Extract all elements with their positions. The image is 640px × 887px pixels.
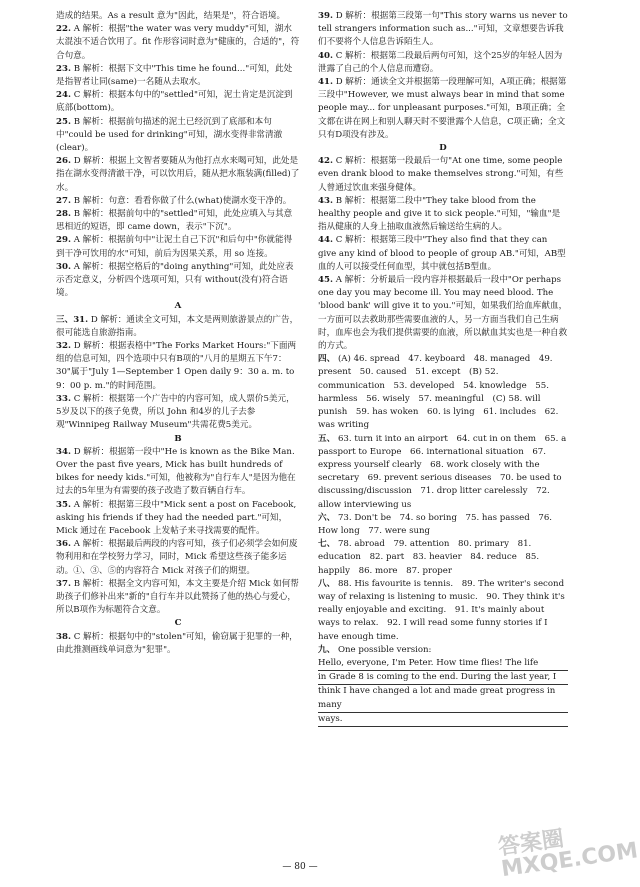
answer-text: D 解析：根据上文智者要随从为他打点水来喝可知，此处是指在湖水变得清澈干净，可以饮用后，随从把水瓶装满(filled)了水。	[56, 156, 300, 193]
answer-item	[318, 155, 568, 195]
section-heading: D	[439, 143, 447, 154]
essay-line: think I have changed a lot and made great progress in many	[318, 685, 568, 712]
answer-text: A 解析：根据"the water was very muddy"可知，湖水太混浊不适合饮用了。fit 作形容词时意为"健康的，合适的"，符合句意。	[56, 24, 300, 61]
answer-item	[318, 538, 568, 578]
question-number: 32.	[56, 341, 71, 352]
question-number: 四、	[318, 354, 336, 365]
answer-text: A 解析：根据空格后的"doing anything"可知，此处应表示否定意义，分析四个选项可知，只有 without(没有)符合语境。	[56, 261, 294, 299]
section-heading: C	[174, 618, 182, 629]
question-number: 27.	[56, 195, 71, 206]
left-column	[56, 10, 300, 657]
answer-item	[56, 340, 300, 393]
answer-item	[318, 353, 568, 432]
answer-text: C 解析：根据第一段最后一句"At one time, some people even drank blood to make themselves strong."可知，有些人曾通过饮血来强身健体。	[318, 156, 564, 193]
answer-item	[318, 10, 568, 50]
answer-text: D 解析：根据表格中"The Forks Market Hours:"下面两组的信息可知，四个选项中只有B项的"八月的星期五下午7：30"属于"July 1—September 1 Open daily 9：30 a. m. to 9：00 p. m."的时间范围。	[56, 341, 297, 391]
answer-item	[56, 155, 300, 195]
question-number: 36.	[56, 539, 71, 550]
question-number: 35.	[56, 499, 71, 510]
answer-text: B 解析：根据前句中的"settled"可知，此处应填入与其意思相近的短语，即 came down，表示"下沉"。	[56, 209, 293, 233]
answer-text: B 解析：根据前句描述的泥土已经沉到了底部和本句中"could be used for drinking"可知，湖水变得非常清澈(clear)。	[56, 116, 283, 154]
answer-text: 63. turn it into an airport 64. cut in on them 65. a passport to Europe 66. international situation 67. express yourself clearly 68. work closely with the secretary 69. prevent serious diseases 70. be used to discussing/discussion 71. drop litter carelessly 72. allow interviewing us	[318, 433, 567, 510]
question-number: 六、	[318, 512, 336, 523]
answer-item	[56, 89, 300, 115]
question-number: 28.	[56, 209, 71, 220]
answer-item	[56, 234, 300, 260]
answer-item	[56, 314, 300, 340]
question-number: 42.	[318, 156, 333, 167]
answer-item	[56, 116, 300, 156]
answer-item	[56, 261, 300, 301]
answer-item	[56, 538, 300, 578]
answer-text: (A) 46. spread 47. keyboard 48. managed 49. present 50. caused 51. except (B) 52. communication 53. developed 54. knowledge 55. harmless 56. wisely 57. meaningful (C) 58. will punish 59. has woken 60. is lying 61. includes 62. was writing	[318, 354, 559, 431]
answer-item	[56, 208, 300, 234]
question-number: 45.	[318, 275, 333, 286]
answer-item	[56, 499, 300, 539]
answer-text: D 解析：根据第三段第一句"This story warns us never to tell strangers information such as..."可知，文章想要告诉我们不要将个人信息告诉陌生人。	[318, 11, 568, 48]
answer-text: One possible version:	[337, 644, 432, 655]
answer-text: D 解析：通读全文并根据第一段理解可知，A项正确；根据第三段中"However, we must always bear in mind that some people may... for unpleasant purposes."可知，B项正确；全文都在讲在网上和别人聊天时不要泄露个人信息，C项正确；全文只有D项没有涉及。	[318, 77, 567, 140]
answer-item	[56, 195, 300, 208]
answer-text: 88. His favourite is tennis. 89. The writer's second way of relaxing is listening to music. 90. They think it's really enjoyable and exciting. 91. It's mainly about ways to relax. 92. I will read some funny stories if I have enough time.	[318, 578, 565, 642]
page-number: — 80 —	[282, 862, 318, 872]
answer-item	[318, 433, 568, 512]
answer-text: 73. Don't be 74. so boring 75. has passed 76. How long 77. were sung	[318, 512, 553, 536]
question-number: 26.	[56, 156, 71, 167]
answer-item	[318, 76, 568, 142]
section-number: 三、	[56, 314, 74, 325]
answer-text: C 解析：根据第三段中"They also find that they can give any kind of blood to people of group AB."可知，AB型血的人可以接受任何血型，其中就包括B型血。	[318, 235, 566, 272]
answer-item	[318, 274, 568, 353]
answer-text: A 解析：根据第三段中"Mick sent a post on Facebook, asking his friends if they had the needed part."可知，Mick 通过在 Facebook 上发帖子来寻找需要的配件。	[56, 499, 297, 536]
answer-text: A 解析：根据前句中"让泥土自己下沉"和后句中"你就能得到干净可饮用的水"可知，前后为因果关系，用 so 连接。	[56, 235, 293, 259]
answer-text: C 解析：根据第一个广告中的内容可知，成人票价5美元，5岁及以下的孩子免费，所以 John 和4岁的儿子去参观"Winnipeg Railway Museum"共需花费5美元。	[56, 393, 295, 431]
question-number: 八、	[318, 578, 336, 589]
answer-item	[318, 195, 568, 235]
question-number: 40.	[318, 50, 333, 61]
answer-text: A 解析：分析最后一段内容并根据最后一段中"Or perhaps one day you may become ill. You may need blood. The 'blood bank' will give it to you."可知，如果我们给血库献血，一方面可以去救助那些需要血液的人，另一方面当我们自己生病时，血库也会为我们提供需要的血液，所以献血其实也是一种自救的方式。	[318, 275, 568, 352]
question-number: 22.	[56, 24, 71, 35]
question-number: 七、	[318, 539, 336, 550]
answer-text: 78. abroad 79. attention 80. primary 81. education 82. part 83. heavier 84. reduce 85. happily 86. more 87. proper	[318, 539, 540, 576]
answer-item	[318, 512, 568, 538]
answer-text: D 解析：通读全文可知，本文是两则旅游景点的广告，很可能选自旅游指南。	[56, 314, 299, 338]
answer-text: B 解析：句意：看看你做了什么(what)使湖水变干净的。	[73, 195, 292, 206]
question-number: 31.	[73, 314, 89, 325]
question-number: 41.	[318, 77, 333, 88]
answer-text: A 解析：根据最后两段的内容可知，孩子们必须学会如何废物利用和在学校努力学习，同时，Mick 希望这些孩子能多运动。①、③、⑤的内容符合 Mick 对孩子们的期望。	[56, 539, 298, 576]
answer-item	[56, 631, 300, 657]
answer-item	[56, 10, 300, 23]
question-number: 29.	[56, 235, 71, 246]
question-number: 44.	[318, 235, 333, 246]
answer-item	[56, 578, 300, 618]
answer-text: B 解析：根据第二段中"They take blood from the healthy people and give it to sick people."可知，"输血"是指从健康的人身上抽取血液然后输送给生病的人。	[318, 195, 561, 233]
answer-item	[318, 644, 568, 657]
essay-line: in Grade 8 is coming to the end. During the last year, I	[318, 671, 568, 685]
answer-text: B 解析：根据下文中"This time he found..."可知，此处是指智者让同(same)一名随从去取水。	[56, 63, 293, 88]
answer-item	[56, 446, 300, 499]
question-number: 39.	[318, 11, 333, 21]
answer-text: C 解析：根据句中的"stolen"可知，偷窃属于犯罪的一种，由此推测画线单词意为"犯罪"。	[56, 631, 298, 655]
right-column	[318, 10, 568, 727]
section-heading: B	[174, 433, 182, 444]
answer-text: B 解析：根据全文内容可知，本文主要是介绍 Mick 如何帮助孩子们修补出来"新的"自行车并以此赞扬了他的热心与爱心，所以B项作为标题符合文意。	[56, 578, 299, 616]
essay-line: ways.	[318, 713, 568, 727]
essay-line: Hello, everyone, I'm Peter. How time flies! The life	[318, 657, 568, 671]
answer-item	[318, 234, 568, 274]
answer-item	[318, 578, 568, 644]
answer-text: 造成的结果。As a result 意为"因此，结果是"，符合语境。	[56, 11, 286, 21]
answer-text: C 解析：根据本句中的"settled"可知，泥土肯定是沉淀到底部(bottom)。	[56, 90, 293, 114]
question-number: 24.	[56, 90, 71, 101]
question-number: 43.	[318, 195, 333, 206]
answer-item	[56, 393, 300, 433]
answer-text: C 解析：根据第二段最后两句可知，这个25岁的年轻人因为泄露了自己的个人信息而遭窃。	[318, 50, 563, 74]
question-number: 33.	[56, 393, 71, 404]
answer-item	[56, 23, 300, 63]
answer-item	[318, 50, 568, 76]
question-number: 34.	[56, 446, 71, 457]
question-number: 25.	[56, 116, 71, 127]
question-number: 九、	[318, 644, 336, 655]
question-number: 30.	[56, 261, 71, 272]
question-number: 23.	[56, 63, 71, 74]
answer-item	[56, 63, 300, 89]
watermark-logo: 答案圈 MXQE.COM	[496, 826, 640, 883]
question-number: 五、	[318, 433, 336, 444]
question-number: 38.	[56, 631, 71, 642]
section-heading: A	[174, 301, 182, 312]
answer-text: D 解析：根据第一段中"He is known as the Bike Man. Over the past five years, Mick has built hundreds of bikes for needy kids."可知，他被称为"自行车人"是因为他在过去的5年里为有需要的孩子改造了数百辆自行车。	[56, 446, 296, 497]
question-number: 37.	[56, 578, 71, 589]
